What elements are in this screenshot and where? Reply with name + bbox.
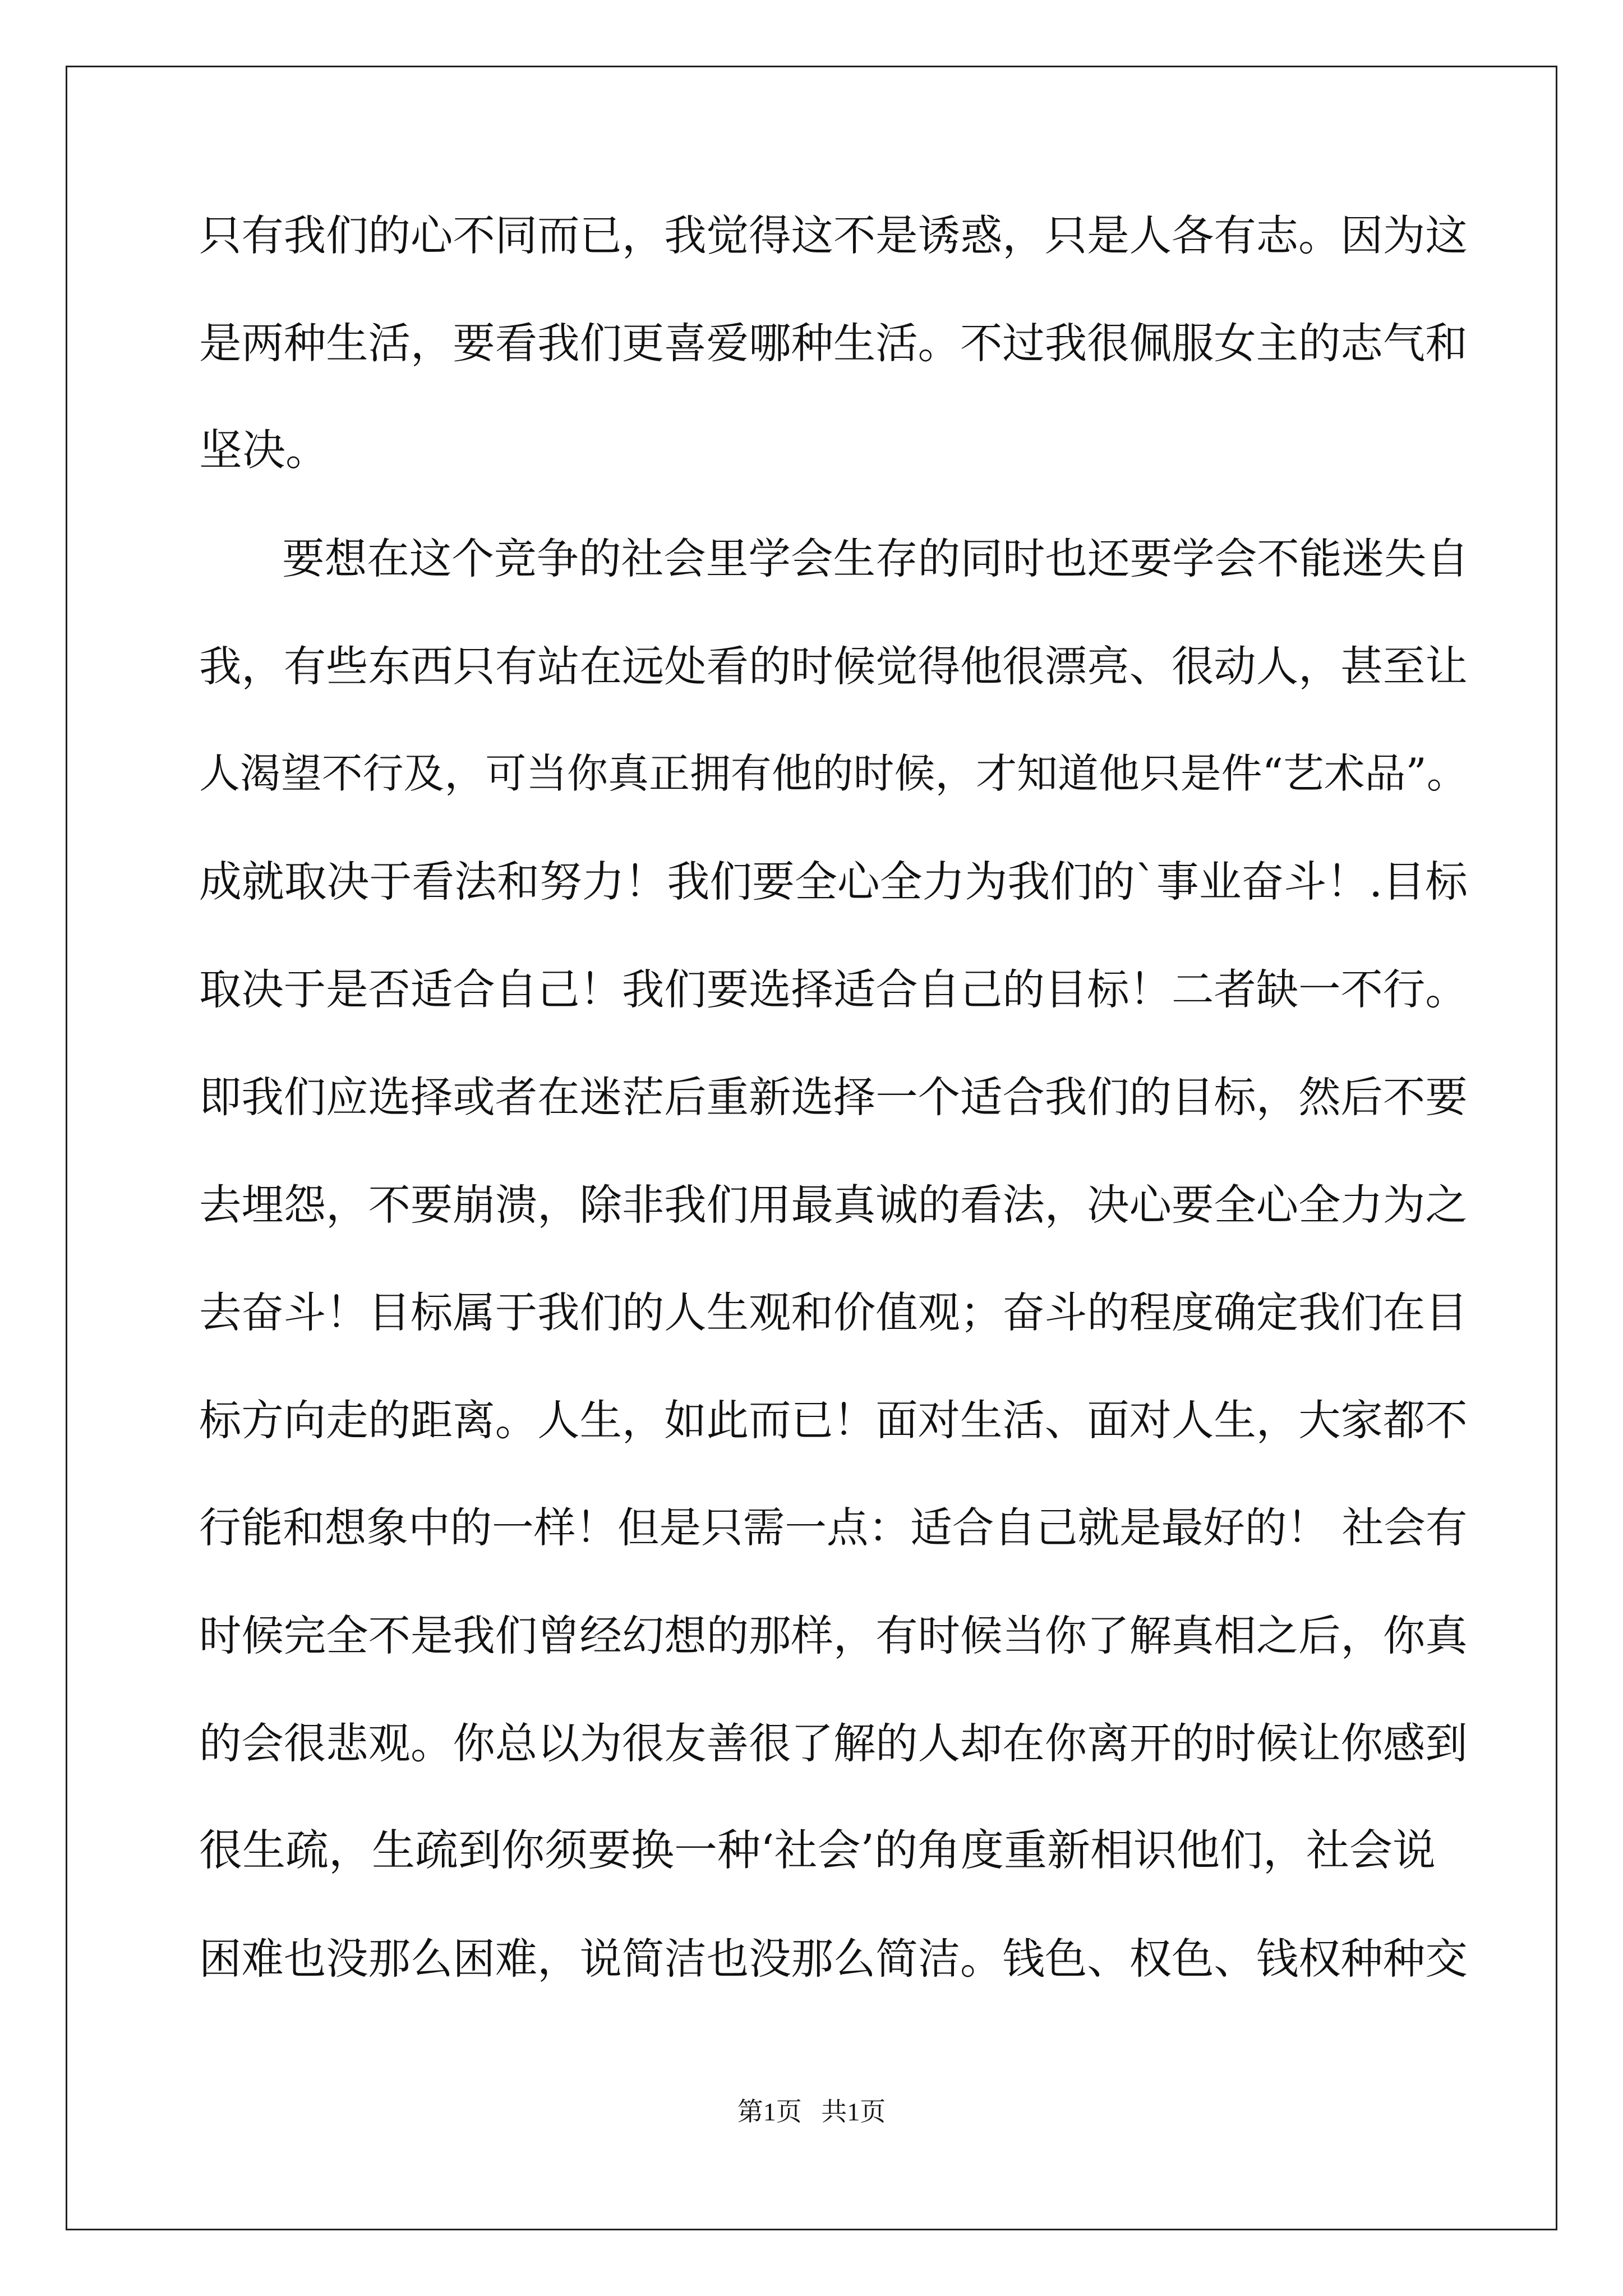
text-line: 坚决。 [199,426,329,476]
document-body [199,202,1467,2033]
text-line: 的会很悲观。你总以为很友善很了解的人却在你离开的时候让你感到 [199,1719,1468,1768]
text-line: 时候完全不是我们曾经幻想的那样，有时候当你了解真相之后，你真 [199,1611,1468,1660]
text-line: 去奋斗！目标属于我们的人生观和价值观；奋斗的程度确定我们在目 [199,1288,1468,1337]
text-line: 即我们应选择或者在迷茫后重新选择一个适合我们的目标，然后不要 [199,1073,1468,1122]
text-line: 困难也没那么困难，说简洁也没那么简洁。钱色、权色、钱权种种交 [199,1934,1468,1984]
text-line: 行能和想象中的一样！但是只需一点：适合自己就是最好的！ 社会有 [199,1503,1468,1552]
text-line: 只有我们的心不同而已，我觉得这不是诱惑，只是人各有志。因为这 [199,211,1468,260]
text-line: 成就取决于看法和努力！我们要全心全力为我们的`事业奋斗！.目标 [199,857,1468,907]
text-line: 我，有些东西只有站在远处看的时候觉得他很漂亮、很动人，甚至让 [199,642,1468,691]
text-line: 人渴望不行及，可当你真正拥有他的时候，才知道他只是件“艺术品”。 [199,750,1468,798]
text-line: 标方向走的距离。人生，如此而已！面对生活、面对人生，大家都不 [199,1396,1468,1445]
text-line: 取决于是否适合自己！我们要选择适合自己的目标！二者缺一不行。 [199,965,1468,1014]
text-line: 很生疏，生疏到你须要换一种‘社会’的角度重新相识他们，社会说 [199,1826,1436,1876]
text-line: 是两种生活，要看我们更喜爱哪种生活。不过我很佩服女主的志气和 [199,319,1468,368]
page-footer: 第1页 共1页 [737,2097,886,2126]
text-line: 去埋怨，不要崩溃，除非我们用最真诚的看法，决心要全心全力为之 [199,1180,1468,1230]
paragraph-start-line: 要想在这个竞争的社会里学会生存的同时也还要学会不能迷失自 [282,534,1469,583]
